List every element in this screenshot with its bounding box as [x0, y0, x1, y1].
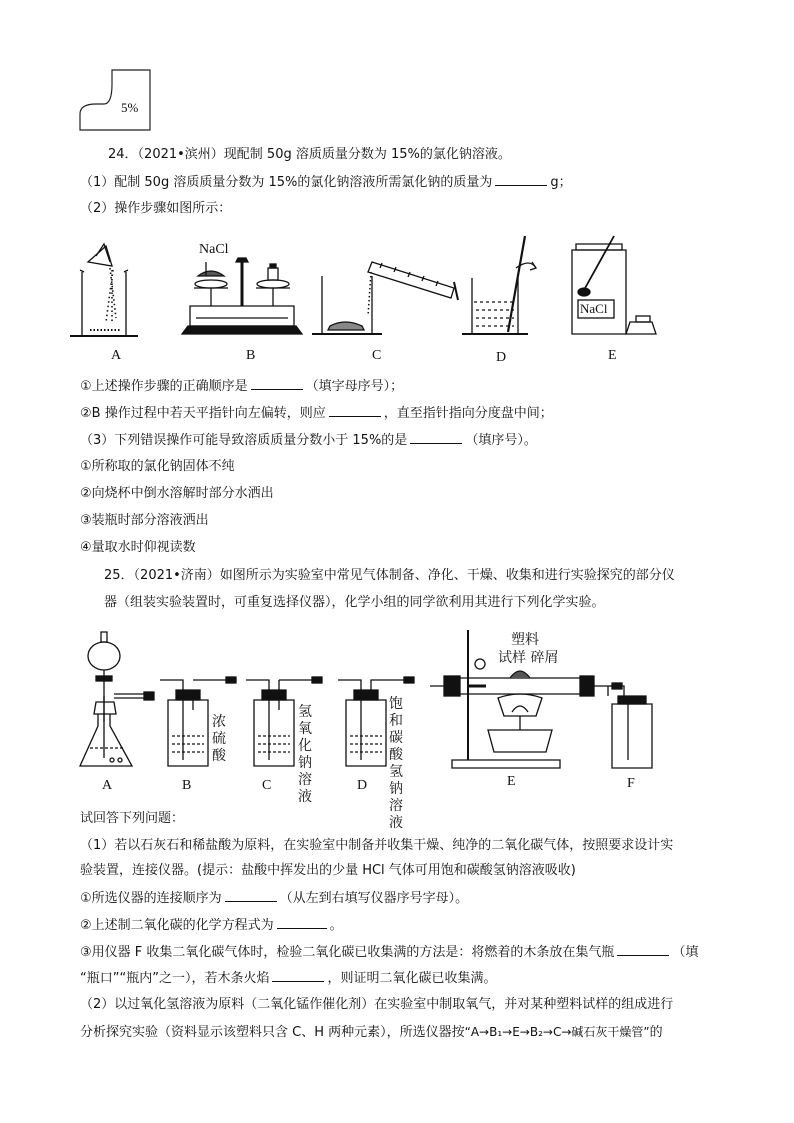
q25-step2: ②上述制二氧化碳的化学方程式为 。: [80, 918, 343, 933]
q25-fig-E-text-line2: 试样 碎屑: [498, 650, 559, 666]
q24-fig-label-B: B: [246, 348, 256, 363]
q25-fig-label-D: D: [357, 778, 368, 793]
q25-step3-blank2[interactable]: [272, 969, 324, 982]
q24-option-2: ②向烧杯中倒水溶解时部分水洒出: [80, 486, 274, 501]
q24-fig-nacl-E: NaCl: [580, 301, 608, 316]
q25-intro-line2: 器（组装实验装置时，可重复选择仪器），化学小组的同学欲利用其进行下列化学实验。: [104, 595, 605, 610]
q25-fig-E-text-line1: 塑料: [511, 632, 539, 648]
q24-fig-label-D: D: [496, 350, 507, 365]
q25-fig-label-E: E: [507, 774, 516, 789]
q24-step2: ②B 操作过程中若天平指针向左偏转，则应 ，直至指针指向分度盘中间；: [80, 406, 553, 421]
q25-part2-line2: 分析探究实验（资料显示该塑料只含 C、H 两种元素），所选仪器按“A→B₁→E→B₂→C→碱石灰干燥管”的: [80, 1025, 663, 1040]
q25-part1-line1: （1）若以石灰石和稀盐酸为原料，在实验室中制备并收集干燥、纯净的二氧化碳气体，按照要求设计实: [80, 838, 674, 853]
q24-fig-nacl-B: NaCl: [199, 242, 229, 257]
q25-fig-D-text: 饱和碳酸氢钠溶液: [389, 696, 403, 831]
q24-option-4: ④量取水时仰视读数: [80, 540, 196, 555]
q24-part2: （2）操作步骤如图所示：: [80, 201, 232, 216]
q25-fig-label-C: C: [262, 778, 272, 793]
q24-option-3: ③装瓶时部分溶液洒出: [80, 513, 209, 528]
q25-fig-label-A: A: [102, 778, 113, 793]
q25-step3-blank1[interactable]: [617, 943, 669, 956]
q25-fig-label-F: F: [627, 776, 635, 791]
q25-step3-line1: ③用仪器 F 收集二氧化碳气体时，检验二氧化碳已收集满的方法是：将燃着的木条放在集气瓶 （填: [80, 945, 699, 960]
q24-fig-label-E: E: [608, 348, 617, 363]
q24-fig-label-A: A: [111, 348, 122, 363]
q24-option-1: ①所称取的氯化钠固体不纯: [80, 459, 235, 474]
q25-intro-line1: 25．（2021•济南）如图所示为实验室中常见气体制备、净化、干燥、收集和进行实验探究的部分仪: [104, 568, 675, 583]
q25-step1-blank[interactable]: [225, 889, 277, 902]
q24-intro: 24．（2021•滨州）现配制 50g 溶质质量分数为 15%的氯化钠溶液。: [108, 147, 511, 162]
q24-part1: （1）配制 50g 溶质质量分数为 15%的氯化钠溶液所需氯化钠的质量为 g；: [80, 175, 572, 190]
q24-fig-label-C: C: [372, 348, 382, 363]
q24-step1: ①上述操作步骤的正确顺序是 （填字母序号）；: [80, 379, 404, 394]
q25-fig-label-B: B: [182, 778, 192, 793]
q25-fig-C-text: 氢氧化钠溶液: [298, 704, 312, 805]
q25-step1: ①所选仪器的连接顺序为 （从左到右填写仪器序号字母）。: [80, 891, 469, 906]
q24-part3: （3）下列错误操作可能导致溶质质量分数小于 15%的是 （填序号）。: [80, 433, 537, 448]
q25-step2-blank[interactable]: [277, 916, 327, 929]
q25-fig-B-text: 浓硫酸: [212, 714, 226, 764]
q25-part2-line1: （2）以过氧化氢溶液为原料（二氧化锰作催化剂）在实验室中制取氧气，并对某种塑料试样的组成进行: [80, 997, 674, 1012]
top-fragment-label: 5%: [121, 100, 139, 115]
q25-ask: 试回答下列问题：: [80, 811, 185, 826]
q25-part2-chain: “A→B₁→E→B₂→C→碱石灰干燥管”: [464, 1025, 650, 1039]
q25-step3-line2: “瓶口”“瓶内”之一），若木条火焰 ，则证明二氧化碳已收集满。: [80, 971, 497, 986]
q25-part1-line2: 验装置，连接仪器。(提示：盐酸中挥发出的少量 HCl 气体可用饱和碳酸氢钠溶液吸收): [80, 863, 576, 878]
